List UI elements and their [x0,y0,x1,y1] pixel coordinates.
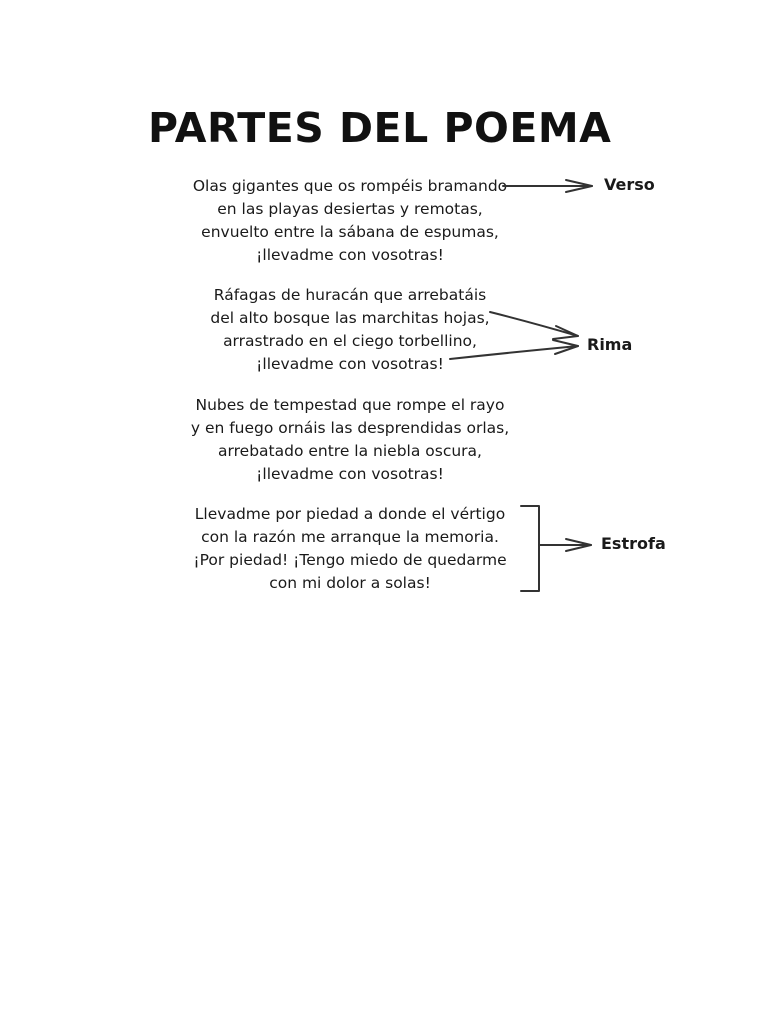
rima-arrow-upper [490,312,578,336]
label-estrofa: Estrofa [601,534,666,553]
verse-line: ¡Por piedad! ¡Tengo miedo de quedarme [193,551,507,569]
estrofa-bracket [521,506,539,591]
label-rima: Rima [587,335,633,354]
verse-line: envuelto entre la sábana de espumas, [201,223,499,241]
verse-line: con mi dolor a solas! [269,574,431,592]
verse-line: ¡llevadme con vosotras! [256,355,444,373]
verse-line: ¡llevadme con vosotras! [256,465,444,483]
verse-line: arrebatado entre la niebla oscura, [218,442,482,460]
verse-line: arrastrado en el ciego torbellino, [223,332,477,350]
verse-line: en las playas desiertas y remotas, [217,200,483,218]
verse-line: Nubes de tempestad que rompe el rayo [195,396,505,414]
page-title: PARTES DEL POEMA [148,104,612,152]
verse-line: ¡llevadme con vosotras! [256,246,444,264]
verse-line: y en fuego ornáis las desprendidas orlas, [190,419,510,437]
verse-line: Llevadme por piedad a donde el vértigo [194,505,506,523]
verse-line: con la razón me arranque la memoria. [201,528,499,546]
label-verso: Verso [604,175,655,194]
verse-line: Ráfagas de huracán que arrebatáis [213,286,487,304]
verse-line: Olas gigantes que os rompéis bramando [192,177,508,195]
verse-line: del alto bosque las marchitas hojas, [210,309,490,327]
